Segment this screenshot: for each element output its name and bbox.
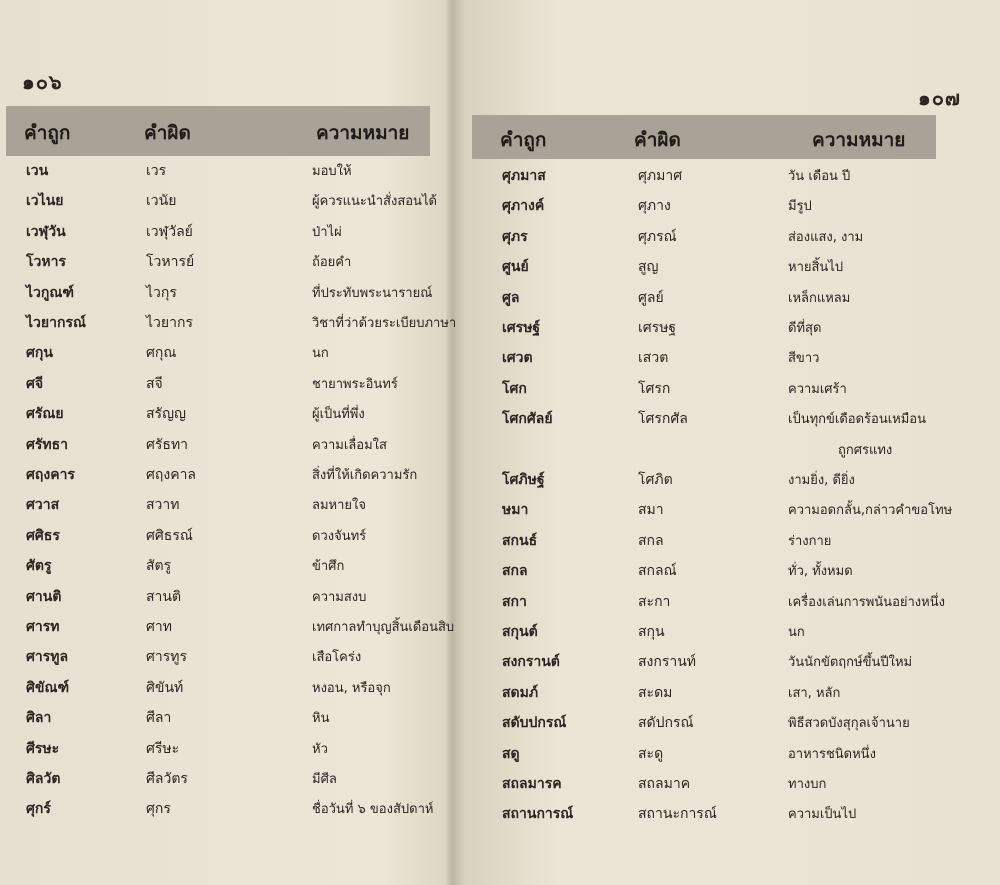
wrong-word: ศรีษะ	[146, 740, 180, 757]
meaning: ชื่อวันที่ ๖ ของสัปดาห์	[312, 802, 434, 818]
correct-word: ศิลวัต	[26, 771, 61, 787]
wrong-word: สะดม	[638, 684, 673, 701]
wrong-word: เวฬุวัลย์	[146, 223, 193, 240]
meaning: ผู้ควรแนะนำสั่งสอนได้	[312, 194, 437, 210]
table-row	[452, 165, 1000, 191]
table-row	[0, 282, 445, 308]
meaning: อาหารชนิดหนึ่ง	[788, 746, 876, 762]
correct-word: ศวาส	[26, 497, 60, 514]
wrong-word: โวหารย์	[146, 254, 195, 271]
wrong-word: สานติ	[146, 588, 182, 605]
meaning: พิธีสวดบังสุกุลเจ้านาย	[788, 716, 910, 732]
wrong-word: โศรกศัล	[638, 411, 688, 428]
correct-word: ศารท	[26, 619, 60, 635]
correct-word: ศุภางค์	[502, 198, 545, 215]
correct-word: สดับปกรณ์	[502, 715, 567, 732]
correct-word: ศจี	[26, 375, 44, 392]
table-row	[0, 403, 445, 429]
wrong-word: ศีลา	[146, 710, 172, 727]
wrong-word: สูญ	[638, 259, 659, 276]
meaning: ความสงบ	[312, 589, 367, 605]
wrong-word: สงกรานท์	[638, 654, 697, 671]
meaning: วัน เดือน ปี	[788, 169, 851, 184]
table-row	[452, 499, 1000, 525]
meaning: ถ้อยคำ	[312, 255, 352, 271]
correct-word: สดมภ์	[502, 684, 539, 701]
correct-word: สกุนต์	[502, 624, 538, 640]
wrong-word: สัตรู	[146, 558, 172, 575]
meaning: เทศกาลทำบุญสิ้นเดือนสิบ	[312, 620, 455, 635]
wrong-word: เสวต	[638, 350, 669, 367]
correct-word: ศรัทธา	[26, 436, 69, 453]
wrong-word: สกล	[638, 532, 664, 549]
wrong-word: เวร	[146, 163, 167, 179]
table-row	[452, 317, 1000, 343]
table-row	[0, 373, 445, 399]
table-row	[452, 256, 1000, 282]
table-row	[0, 586, 445, 612]
correct-word: ศุภร	[502, 228, 528, 245]
table-row	[452, 378, 1000, 404]
table-row	[0, 464, 445, 490]
meaning: สิ่งที่ให้เกิดความรัก	[312, 468, 418, 483]
meaning: ดีที่สุด	[788, 321, 822, 336]
correct-word: ศกุน	[26, 345, 53, 362]
wrong-word: โศภิต	[638, 472, 673, 488]
wrong-word: ศรัธทา	[146, 436, 189, 453]
table-row	[452, 469, 1000, 495]
meaning: ป่าไผ่	[312, 224, 342, 240]
correct-word: ศิขัณฑ์	[26, 679, 70, 696]
correct-word: ศัตรู	[26, 558, 52, 575]
correct-word: สกล	[502, 563, 528, 580]
meaning: เสา, หลัก	[788, 685, 841, 701]
correct-word: ไวยากรณ์	[26, 315, 86, 331]
table-row	[452, 591, 1000, 617]
table-row	[0, 555, 445, 581]
table-row	[0, 616, 455, 642]
wrong-word: ไวยากร	[146, 315, 193, 331]
wrong-word: ศฤงคาล	[146, 467, 197, 483]
table-row	[0, 738, 445, 764]
wrong-word: เศรษฐ	[638, 320, 677, 336]
wrong-word: สกุน	[638, 624, 665, 640]
table-row	[452, 743, 1000, 769]
correct-word: ไวกูณฑ์	[26, 284, 74, 301]
meaning: เครื่องเล่นการพนันอย่างหนึ่ง	[788, 594, 945, 610]
table-row-continuation	[452, 439, 1000, 465]
correct-word: ศิลา	[26, 710, 52, 727]
meaning: หงอน, หรือจุก	[312, 680, 391, 696]
table-row	[0, 707, 445, 733]
correct-word: ศูล	[502, 289, 520, 306]
meaning: วันนักขัตฤกษ์ขึ้นปีใหม่	[788, 655, 913, 671]
meaning: ข้าศึก	[312, 559, 345, 575]
meaning: ร่างกาย	[788, 533, 832, 549]
right-page	[452, 0, 1000, 885]
wrong-word: ศูลย์	[638, 289, 664, 306]
wrong-word: ศารทูร	[146, 649, 188, 666]
table-row	[452, 408, 1000, 434]
meaning: ความอดกลั้น,กล่าวคำขอโทษ	[788, 503, 953, 519]
table-row	[0, 190, 445, 216]
table-row	[0, 677, 445, 703]
meaning: งามยิ่ง, ดียิ่ง	[788, 473, 855, 488]
meaning: หัว	[312, 741, 328, 757]
correct-word: ศรัณย	[26, 406, 64, 423]
correct-word: โศกศัลย์	[502, 411, 553, 428]
meaning: ชายาพระอินทร์	[312, 376, 398, 392]
table-row	[452, 226, 1000, 252]
meaning: วิชาที่ว่าด้วยระเบียบภาษา	[312, 316, 457, 331]
meaning: มีศีล	[312, 772, 337, 787]
wrong-word: เวนัย	[146, 193, 177, 210]
wrong-word: โศรก	[638, 380, 671, 397]
page-number: ๑๐๗	[918, 86, 961, 110]
header-correct-word: คำถูก	[24, 122, 71, 144]
table-row	[0, 798, 445, 824]
meaning: ผู้เป็นที่พึ่ง	[312, 407, 365, 423]
table-row	[452, 347, 1000, 373]
table-row	[452, 621, 1000, 647]
wrong-word: สจี	[146, 375, 163, 392]
correct-word: ศศิธร	[26, 527, 60, 544]
meaning: มีรูป	[788, 199, 812, 215]
correct-word: ศีรษะ	[26, 740, 60, 757]
wrong-word: สถลมาค	[638, 776, 691, 792]
correct-word: โศภิษฐ์	[502, 472, 545, 488]
table-row	[0, 494, 445, 520]
meaning: หายสิ้นไป	[788, 260, 844, 276]
table-row	[0, 251, 445, 277]
header-meaning: ความหมาย	[316, 122, 410, 144]
wrong-word: สวาท	[146, 497, 180, 514]
correct-word: สถานการณ์	[502, 806, 574, 823]
meaning: หิน	[312, 711, 330, 727]
table-row	[0, 221, 445, 247]
meaning: เหล็กแหลม	[788, 290, 851, 306]
table-row	[452, 712, 1000, 738]
table-row	[452, 773, 1000, 799]
table-header	[6, 106, 430, 156]
page-number: ๑๐๖	[22, 70, 63, 94]
meaning: ทางบก	[788, 777, 827, 792]
header-meaning: ความหมาย	[812, 129, 906, 151]
meaning: มอบให้	[312, 164, 352, 179]
meaning: ที่ประทับพระนารายณ์	[312, 285, 433, 301]
table-row	[0, 312, 457, 338]
correct-word: ศูนย์	[502, 259, 529, 276]
table-row	[0, 342, 445, 368]
meaning: สีขาว	[788, 351, 820, 367]
meaning: เป็นทุกข์เดือดร้อนเหมือน	[788, 412, 926, 428]
wrong-word: ศิขันท์	[146, 679, 184, 696]
correct-word: สดู	[502, 745, 520, 762]
table-row	[452, 651, 1000, 677]
table-header	[472, 115, 936, 159]
wrong-word: สมา	[638, 502, 664, 519]
header-wrong-word: คำผิด	[634, 129, 681, 151]
wrong-word: สถานะการณ์	[638, 806, 717, 823]
correct-word: เศวต	[502, 350, 533, 367]
wrong-word: ศุภรณ์	[638, 228, 677, 245]
table-row	[0, 646, 445, 672]
wrong-word: ไวกุร	[146, 284, 177, 301]
correct-word: สกนธ์	[502, 532, 538, 549]
table-row	[0, 525, 445, 551]
correct-word: โวหาร	[26, 254, 66, 271]
correct-word: ศุภมาส	[502, 168, 546, 184]
wrong-word: ศุกร	[146, 801, 171, 818]
correct-word: เวฬุวัน	[26, 223, 66, 240]
meaning: นก	[312, 346, 329, 362]
meaning: เสือโคร่ง	[312, 650, 362, 666]
table-row	[452, 530, 1000, 556]
correct-word: สถลมารค	[502, 776, 562, 792]
meaning: ลมหายใจ	[312, 498, 366, 514]
correct-word: สงกรานต์	[502, 654, 560, 671]
wrong-word: สกลณ์	[638, 563, 677, 580]
header-wrong-word: คำผิด	[144, 122, 191, 144]
table-row	[452, 560, 1000, 586]
table-row	[452, 803, 1000, 829]
meaning: นก	[788, 625, 805, 640]
correct-word: เศรษฐ์	[502, 320, 541, 336]
correct-word: ษมา	[502, 502, 529, 519]
correct-word: โศก	[502, 380, 527, 397]
header-correct-word: คำถูก	[500, 129, 547, 151]
correct-word: ศฤงคาร	[26, 467, 75, 483]
wrong-word: สะดู	[638, 745, 664, 762]
wrong-word: ศีลวัตร	[146, 771, 188, 787]
correct-word: เวไนย	[26, 193, 64, 210]
table-row	[0, 160, 445, 186]
wrong-word: ศุภาง	[638, 198, 671, 215]
table-row	[452, 287, 1000, 313]
wrong-word: สรัญญ	[146, 406, 186, 423]
correct-word: ศานติ	[26, 588, 62, 605]
left-page	[0, 0, 457, 885]
table-row	[0, 768, 445, 794]
meaning: ความเป็นไป	[788, 807, 857, 823]
meaning: ความเศร้า	[788, 381, 847, 397]
meaning-continuation: ถูกศรแทง	[838, 442, 893, 458]
correct-word: เวน	[26, 163, 49, 179]
table-row	[452, 195, 1000, 221]
meaning: ทั่ว, ทั้งหมด	[788, 564, 853, 580]
correct-word: ศุกร์	[26, 801, 51, 818]
wrong-word: สะกา	[638, 593, 671, 610]
wrong-word: ศศิธรณ์	[146, 527, 193, 544]
correct-word: ศารทูล	[26, 649, 69, 666]
meaning: ความเลื่อมใส	[312, 437, 387, 453]
correct-word: สกา	[502, 593, 527, 610]
meaning: ส่องแสง, งาม	[788, 229, 864, 245]
table-row	[452, 682, 1000, 708]
wrong-word: ศุภมาศ	[638, 168, 683, 184]
wrong-word: ศกุณ	[146, 345, 177, 362]
wrong-word: ศาท	[146, 619, 172, 635]
table-row	[0, 434, 445, 460]
meaning: ดวงจันทร์	[312, 528, 367, 544]
wrong-word: สดัปกรณ์	[638, 715, 694, 732]
